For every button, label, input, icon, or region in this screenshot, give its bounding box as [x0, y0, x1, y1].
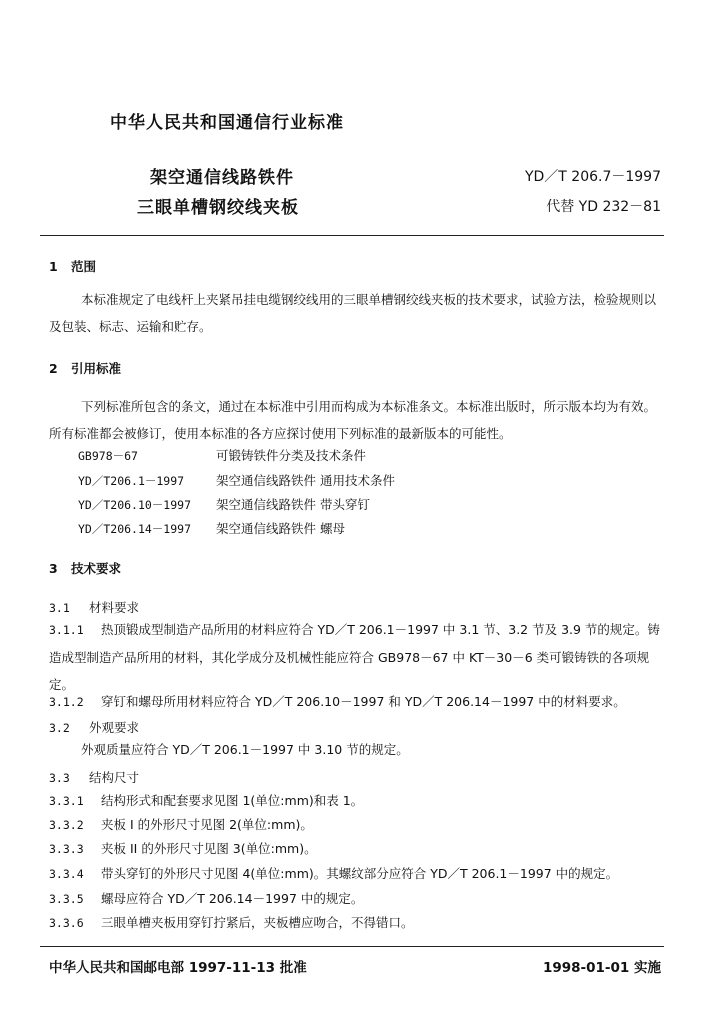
- clause-title: 材料要求: [89, 600, 140, 615]
- subsection-3-1: [49, 598, 139, 616]
- document-title-line-2: 三眼单槽钢绞线夹板: [137, 198, 299, 218]
- header-divider: [40, 235, 664, 236]
- section-number: 1: [49, 259, 58, 274]
- clause-number: 3.1: [49, 601, 70, 615]
- clause-text: 夹板 II 的外形尺寸见图 3(单位:mm)。: [101, 841, 317, 856]
- replaces-standard: 代替 YD 232－81: [546, 199, 661, 215]
- section-title: 范围: [71, 259, 97, 274]
- reference-item: [78, 519, 345, 537]
- clause-3-1-2: [49, 688, 661, 716]
- subsection-3-3: [49, 768, 139, 786]
- clause-3-3-3: [49, 835, 661, 863]
- reference-item: [78, 495, 370, 513]
- section-number: 3: [49, 561, 58, 576]
- clause-number: 3.3.6: [49, 916, 84, 930]
- section-title: 引用标准: [71, 361, 122, 376]
- section-title: 技术要求: [71, 561, 122, 576]
- clause-3-3-4: [49, 860, 661, 888]
- clause-number: 3.3.2: [49, 818, 84, 832]
- clause-text: 结构形式和配套要求见图 1(单位:mm)和表 1。: [101, 793, 364, 808]
- clause-text: 热顶锻成型制造产品所用的材料应符合 YD／T 206.1－1997 中 3.1 节、3.2 节及 3.9 节的规定。铸造成型制造产品所用的材料，其化学成分及机械性能应符合 GB978－67 中 KT－30－6 类可锻铸铁的各项规定。: [49, 622, 660, 692]
- section-1-heading: [49, 257, 96, 275]
- effective-date-line: 1998-01-01 实施: [542, 960, 661, 976]
- reference-name: 可锻铸铁件分类及技术条件: [216, 448, 367, 463]
- subsection-3-2: [49, 718, 139, 736]
- reference-item: [78, 471, 395, 489]
- clause-number: 3.1.2: [49, 695, 84, 709]
- clause-3-3-6: [49, 909, 661, 937]
- reference-code: YD／T206.14－1997: [78, 522, 192, 536]
- reference-code: YD／T206.10－1997: [78, 498, 192, 512]
- clause-number: 3.2: [49, 721, 70, 735]
- section-2-heading: [49, 359, 121, 377]
- reference-code: YD／T206.1－1997: [78, 474, 185, 488]
- clause-number: 3.3.5: [49, 892, 84, 906]
- standard-code: YD／T 206.7－1997: [524, 169, 661, 185]
- clause-text: 穿钉和螺母所用材料应符合 YD／T 206.10－1997 和 YD／T 206.14－1997 中的材料要求。: [101, 694, 626, 709]
- document-title-line-1: 架空通信线路铁件: [150, 168, 294, 188]
- clause-number: 3.1.1: [49, 623, 84, 637]
- clause-number: 3.3: [49, 771, 70, 785]
- clause-title: 外观要求: [89, 720, 140, 735]
- reference-item: [78, 446, 366, 464]
- section-1-body: 本标准规定了电线杆上夹紧吊挂电缆钢绞线用的三眼单槽钢绞线夹板的技术要求，试验方法，检验规则以及包装、标志、运输和贮存。: [49, 292, 657, 334]
- reference-code: GB978－67: [78, 449, 138, 463]
- clause-title: 结构尺寸: [89, 770, 140, 785]
- reference-name: 架空通信线路铁件 通用技术条件: [216, 473, 395, 488]
- section-3-heading: [49, 559, 121, 577]
- clause-text: 夹板 I 的外形尺寸见图 2(单位:mm)。: [101, 817, 313, 832]
- clause-number: 3.3.4: [49, 867, 84, 881]
- reference-name: 架空通信线路铁件 带头穿钉: [216, 497, 370, 512]
- clause-text: 三眼单槽夹板用穿钉拧紧后，夹板槽应吻合，不得错口。: [101, 915, 414, 930]
- subsection-3-2-text: 外观质量应符合 YD／T 206.1－1997 中 3.10 节的规定。: [81, 742, 409, 757]
- footer-divider: [40, 946, 664, 947]
- clause-number: 3.3.1: [49, 794, 84, 808]
- clause-3-1-1: [49, 616, 661, 698]
- issuing-body-heading: 中华人民共和国通信行业标准: [110, 113, 344, 133]
- clause-number: 3.3.3: [49, 842, 84, 856]
- reference-name: 架空通信线路铁件 螺母: [216, 521, 345, 536]
- section-2-body: 下列标准所包含的条文，通过在本标准中引用而构成为本标准条文。本标准出版时，所示版本均为有效。所有标准都会被修订，使用本标准的各方应探讨使用下列标准的最新版本的可能性。: [49, 399, 657, 441]
- section-number: 2: [49, 361, 58, 376]
- clause-text: 螺母应符合 YD／T 206.14－1997 中的规定。: [101, 891, 364, 906]
- approval-line: 中华人民共和国邮电部 1997-11-13 批准: [49, 960, 307, 976]
- clause-text: 带头穿钉的外形尺寸见图 4(单位:mm)。其螺纹部分应符合 YD／T 206.1－1997 中的规定。: [101, 866, 619, 881]
